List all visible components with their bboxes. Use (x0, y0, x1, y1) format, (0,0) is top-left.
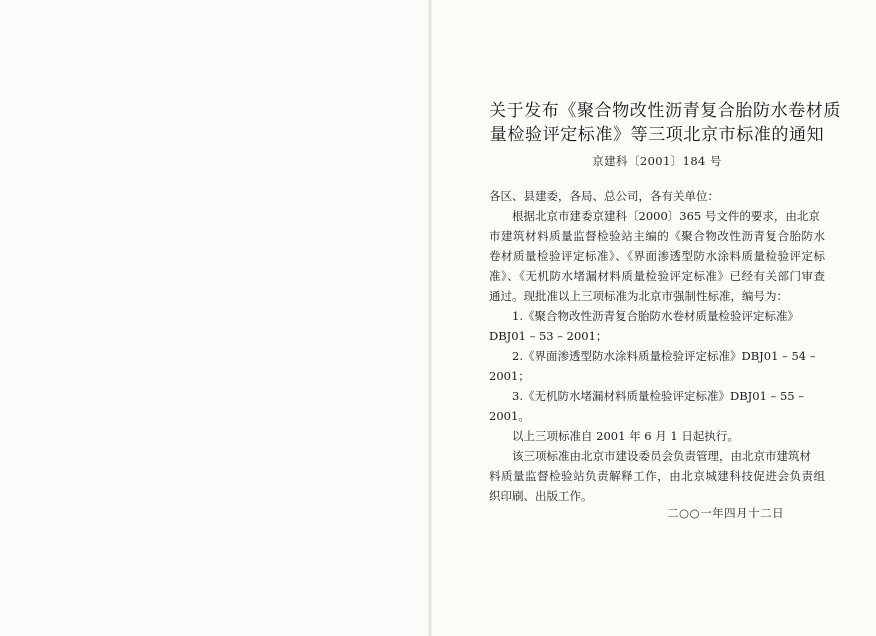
book-gutter (428, 0, 432, 636)
standard-code-1: DBJ01 – 53 – 2001； (489, 329, 608, 343)
body-line: 卷材质量检验评定标准》、《界面渗透型防水涂料质量检验评定标 (489, 249, 825, 263)
body-line: 料质量监督检验站负责解释工作，由北京城建科技促进会负责组 (489, 469, 825, 483)
body-line: 准》、《无机防水堵漏材料质量检验评定标准》已经有关部门审查 (489, 269, 825, 283)
issue-date: 二○○一年四月十二日 (667, 506, 785, 520)
document-number: 京建科〔2001〕184 号 (592, 154, 722, 168)
notice-title-line-2: 量检验评定标准》等三项北京市标准的通知 (489, 125, 825, 145)
body-line: 通过。现批准以上三项标准为北京市强制性标准，编号为： (489, 289, 788, 303)
salutation: 各区、县建委，各局、总公司，各有关单位： (489, 189, 719, 203)
left-blank-page (0, 0, 430, 636)
standard-item-3: 3.《无机防水堵漏材料质量检验评定标准》DBJ01 – 55 – (512, 389, 804, 403)
body-line: 根据北京市建委京建科〔2000〕365 号文件的要求，由北京 (512, 209, 820, 223)
notice-title-line-1: 关于发布《聚合物改性沥青复合胎防水卷材质 (489, 101, 841, 121)
effective-date-line: 以上三项标准自 2001 年 6 月 1 日起执行。 (512, 429, 739, 443)
body-line: 织印刷、出版工作。 (489, 489, 593, 503)
standard-code-3: 2001。 (489, 409, 530, 423)
standard-item-2: 2.《界面渗透型防水涂料质量检验评定标准》DBJ01 – 54 – (512, 349, 816, 363)
standard-code-2: 2001； (489, 369, 530, 383)
standard-item-1: 1.《聚合物改性沥青复合胎防水卷材质量检验评定标准》 (512, 309, 799, 323)
body-line: 市建筑材料质量监督检验站主编的《聚合物改性沥青复合胎防水 (489, 229, 825, 243)
body-line: 该三项标准由北京市建设委员会负责管理，由北京市建筑材 (512, 449, 811, 463)
